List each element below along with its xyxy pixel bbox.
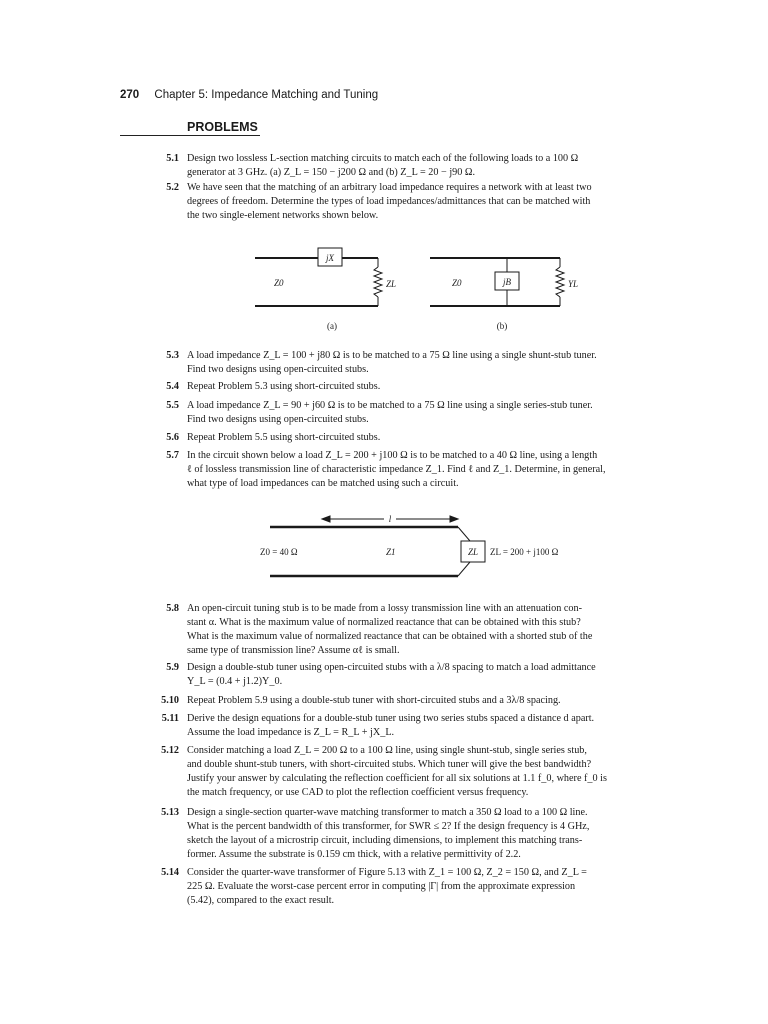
problem-5-4 xyxy=(150,380,640,394)
problem-line: Design a double-stub tuner using open-circuited stubs with a λ/8 spacing to match a load admittance xyxy=(187,662,596,673)
problem-line: Y_L = (0.4 + j1.2)Y_0. xyxy=(187,676,283,688)
problem-line: Find two designs using open-circuited stubs. xyxy=(187,364,369,376)
fig-a-caption: (a) xyxy=(327,321,337,331)
problem-number: 5.8 xyxy=(166,603,179,614)
length-arrow-left xyxy=(322,516,330,522)
problem-line: (5.42), compared to the exact result. xyxy=(187,895,335,907)
problem-5-13 xyxy=(150,806,640,862)
problem-5-7 xyxy=(150,449,640,491)
problem-line: Consider matching a load Z_L = 200 Ω to a 100 Ω line, using single shunt-stub, single series stub, xyxy=(187,745,587,756)
problem-line: Repeat Problem 5.3 using short-circuited stubs. xyxy=(187,381,381,392)
fig-c-length-label: l xyxy=(388,514,392,524)
section-title: PROBLEMS xyxy=(187,120,258,134)
problem-line: Design two lossless L-section matching circuits to match each of the following loads to a 100 Ω xyxy=(187,153,579,164)
problem-line: What is the maximum value of normalized reactance that can be obtained with a shorted stub of the xyxy=(187,631,593,643)
page-number: 270 xyxy=(120,89,140,101)
problem-number: 5.12 xyxy=(161,745,179,756)
problem-5-1 xyxy=(150,152,640,180)
running-header xyxy=(120,89,680,101)
problem-line: Consider the quarter-wave transformer of Figure 5.13 with Z_1 = 100 Ω, Z_2 = 150 Ω, and Z_L = xyxy=(187,867,587,878)
problem-line: Repeat Problem 5.9 using a double-stub tuner with short-circuited stubs and a 3λ/8 spacing. xyxy=(187,695,561,706)
problem-number: 5.13 xyxy=(161,807,179,818)
problem-line: Justify your answer by calculating the reflection coefficient for all six solutions at 1.1 f_0, where f_0 is xyxy=(187,773,607,785)
fig-b-element-label: jB xyxy=(503,277,511,287)
problem-5-5 xyxy=(150,399,640,427)
fig-b-yl-label: YL xyxy=(568,279,579,289)
problem-line: generator at 3 GHz. (a) Z_L = 150 − j200 Ω and (b) Z_L = 20 − j90 Ω. xyxy=(187,167,476,179)
fig-a-load-resistor xyxy=(374,267,382,297)
fig-b-z0-label: Z0 xyxy=(452,278,462,288)
problem-line: stant α. What is the maximum value of normalized reactance that can be obtained with this stub? xyxy=(187,617,581,629)
problem-line: ℓ of lossless transmission line of characteristic impedance Z_1. Find ℓ and Z_1. Determine, in general, xyxy=(187,464,606,476)
fig-b-load-resistor xyxy=(556,267,564,297)
fig-c-zl-box-label: ZL xyxy=(467,547,479,557)
problem-line: An open-circuit tuning stub is to be made from a lossy transmission line with an attenuation con- xyxy=(187,603,582,614)
problem-5-8 xyxy=(150,602,640,658)
problem-line: We have seen that the matching of an arbitrary load impedance requires a network with at least two xyxy=(187,182,592,193)
header-rule xyxy=(120,135,260,136)
problem-5-2 xyxy=(150,181,640,223)
fig-a-z0-label: Z0 xyxy=(274,278,284,288)
problem-line: A load impedance Z_L = 100 + j80 Ω is to be matched to a 75 Ω line using a single shunt-stub tuner. xyxy=(187,350,597,361)
fig-b-caption: (b) xyxy=(496,321,508,331)
problem-line: In the circuit shown below a load Z_L = 200 + j100 Ω is to be matched to a 40 Ω line, using a length xyxy=(187,450,598,461)
problem-number: 5.4 xyxy=(166,381,179,392)
problem-line: the two single-element networks shown below. xyxy=(187,210,379,222)
problem-line: Assume the load impedance is Z_L = R_L + jX_L. xyxy=(187,727,395,739)
problem-number: 5.1 xyxy=(166,153,179,164)
problem-line: What is the percent bandwidth of this transformer, for SWR ≤ 2? If the design frequency is 4 GHz, xyxy=(187,821,590,833)
problem-line: 225 Ω. Evaluate the worst-case percent error in computing |Γ| from the approximate expression xyxy=(187,881,576,893)
problem-5-14 xyxy=(150,866,640,908)
problem-number: 5.7 xyxy=(166,450,179,461)
fig-a-zl-label: ZL xyxy=(386,279,397,289)
problem-number: 5.10 xyxy=(161,695,179,706)
problem-line: Derive the design equations for a double-stub tuner using two series stubs spaced a distance d apart. xyxy=(187,713,595,724)
problem-line: same type of transmission line? Assume αℓ is small. xyxy=(187,645,400,657)
problem-line: the match frequency, or use CAD to plot the reflection coefficient versus frequency. xyxy=(187,787,529,799)
problem-5-3 xyxy=(150,349,640,377)
fig-c-zl-value: ZL = 200 + j100 Ω xyxy=(490,547,559,557)
problem-number: 5.9 xyxy=(166,662,179,673)
problem-line: degrees of freedom. Determine the types of load impedances/admittances that can be matched with xyxy=(187,196,591,208)
problem-line: former. Assume the substrate is 0.159 cm thick, with a relative permittivity of 2.2. xyxy=(187,849,521,861)
problem-number: 5.14 xyxy=(161,867,179,878)
problem-5-12 xyxy=(150,744,640,800)
problem-line: and double shunt-stub tuners, with short-circuited stubs. Which tuner will give the best bandwidth? xyxy=(187,759,592,771)
length-arrow-right xyxy=(450,516,458,522)
problem-number: 5.11 xyxy=(161,713,179,724)
fig-c-z1-label: Z1 xyxy=(386,547,396,557)
problem-line: Repeat Problem 5.5 using short-circuited stubs. xyxy=(187,432,381,443)
problem-number: 5.2 xyxy=(166,182,179,193)
problem-line: what type of load impedances can be matched using such a circuit. xyxy=(187,478,459,490)
problem-number: 5.3 xyxy=(166,350,179,361)
fig-a-element-label: jX xyxy=(326,253,334,263)
problem-line: Design a single-section quarter-wave matching transformer to match a 350 Ω load to a 100 Ω line. xyxy=(187,807,588,818)
problem-line: A load impedance Z_L = 90 + j60 Ω is to be matched to a 75 Ω line using a single series-stub tuner. xyxy=(187,400,593,411)
chapter-title: Chapter 5: Impedance Matching and Tuning xyxy=(154,89,379,101)
problem-5-9 xyxy=(150,661,640,689)
figure-5-2-circuits xyxy=(240,240,600,335)
problem-5-11 xyxy=(150,712,640,740)
problem-line: sketch the layout of a microstrip circuit, including dimensions, to implement this matching trans- xyxy=(187,835,583,847)
problem-number: 5.6 xyxy=(166,432,179,443)
figure-5-7-circuit xyxy=(250,508,580,588)
problem-5-6 xyxy=(150,431,640,445)
problem-number: 5.5 xyxy=(166,400,179,411)
problem-5-10 xyxy=(150,694,640,708)
problem-line: Find two designs using open-circuited stubs. xyxy=(187,414,369,426)
fig-c-z0-label: Z0 = 40 Ω xyxy=(260,547,298,557)
